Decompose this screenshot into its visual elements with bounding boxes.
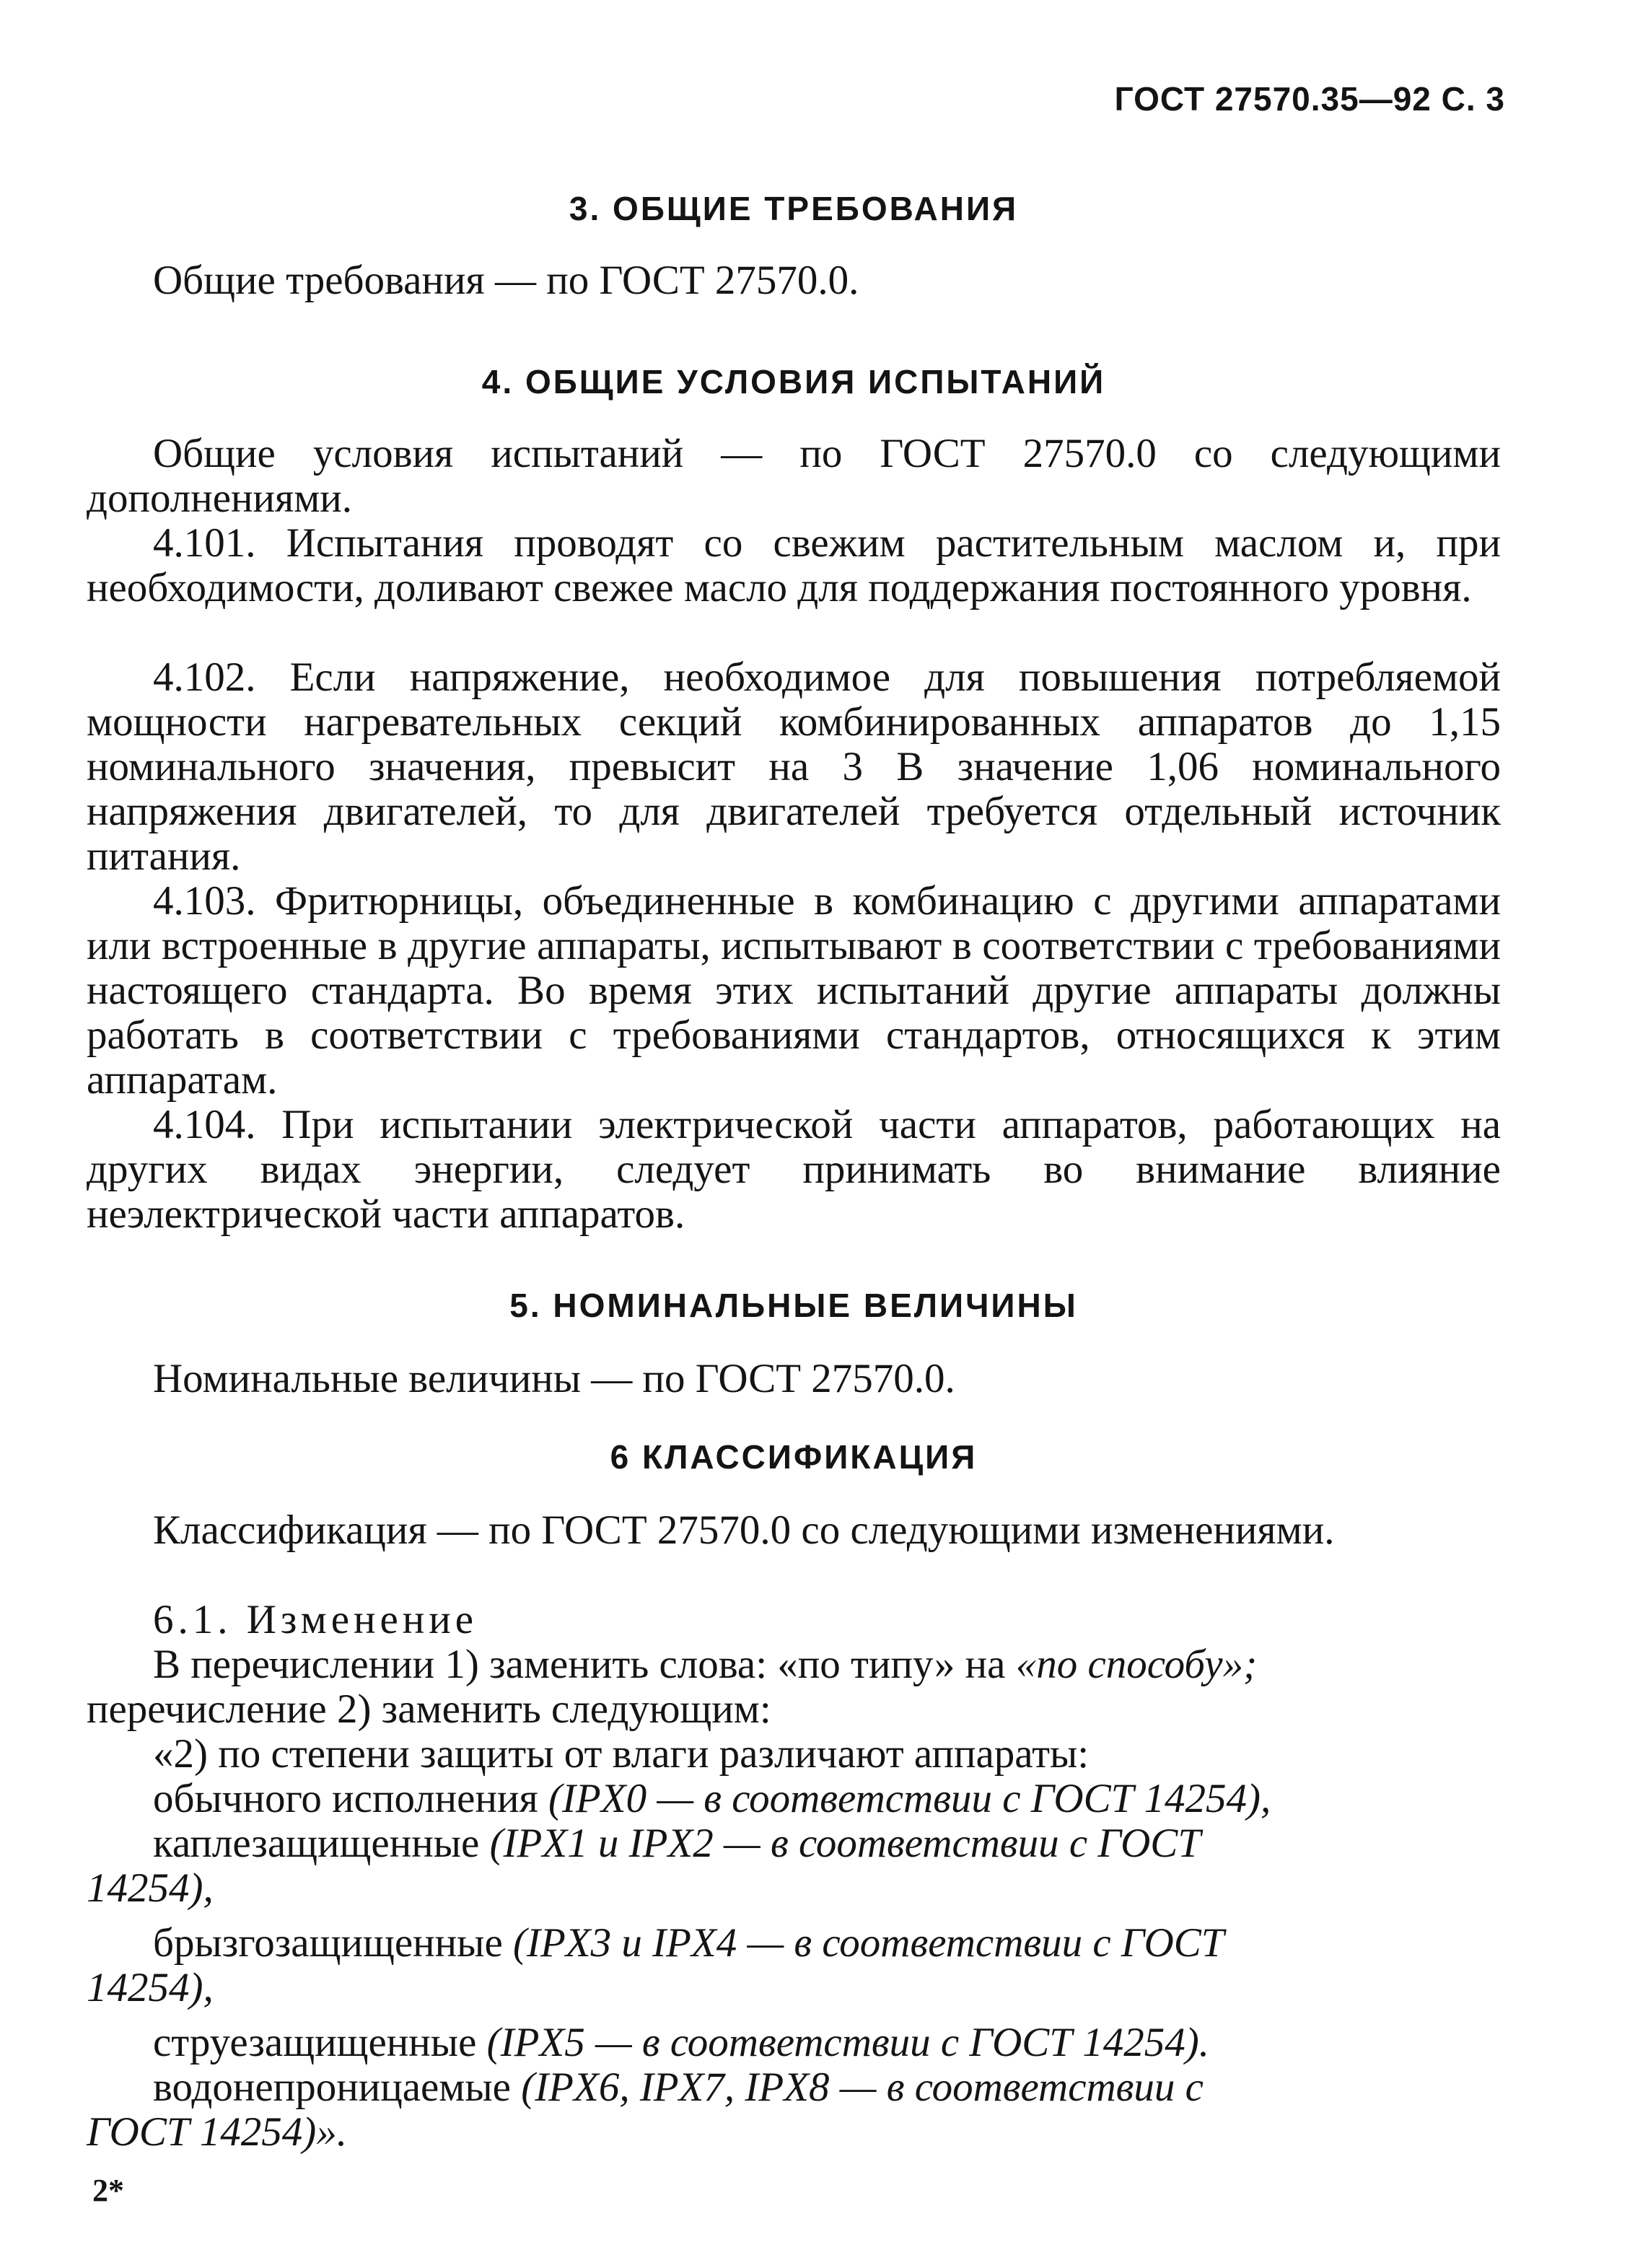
list-item-continuation: 14254), (87, 1965, 214, 2010)
clause-4-102: 4.102. Если напряжение, необходимое для повышения потребляемой мощности нагревательных секций комбинированных аппаратов до 1,15 номинального значения, превысит на 3 В значение 1,06 номинального напряжения двигателей, то для двигателей требуется отдельный источник питания. (87, 654, 1501, 879)
quote-intro: «2) по степени защиты от влаги различают аппараты: (153, 1731, 1090, 1777)
clause-4-104: 4.104. При испытании электрической части аппаратов, работающих на других видах энергии, следует принимать во внимание влияние неэлектрической части аппаратов. (87, 1102, 1501, 1237)
list-item (87, 1777, 1501, 1821)
change-a-italic: «по способу»; (1015, 1642, 1258, 1687)
item-detail: (IPX1 и IPX2 — в соответствии с ГОСТ (489, 1821, 1201, 1866)
item-label: брызгозащищенные (153, 1920, 514, 1966)
change-line-a (87, 1642, 1501, 1687)
clause-4-101: 4.101. Испытания проводят со свежим растительным маслом и, при необходимости, доливают свежее масло для поддержания постоянного уровня. (87, 520, 1501, 610)
section-3-heading: 3. ОБЩИЕ ТРЕБОВАНИЯ (569, 190, 1019, 227)
change-line-b: перечисление 2) заменить следующим: (87, 1686, 771, 1732)
item-detail: (IPX0 — в соответствии с ГОСТ 14254), (548, 1776, 1271, 1821)
list-item (87, 2020, 1501, 2065)
section-4-heading: 4. ОБЩИЕ УСЛОВИЯ ИСПЫТАНИЙ (481, 363, 1106, 400)
item-label: каплезащищенные (153, 1821, 490, 1866)
list-item (87, 1921, 1501, 1966)
section-5-heading: 5. НОМИНАЛЬНЫЕ ВЕЛИЧИНЫ (509, 1287, 1078, 1324)
section-3-text: Общие требования — по ГОСТ 27570.0. (153, 258, 859, 303)
item-label: водонепроницаемые (153, 2065, 522, 2110)
change-a-text: В перечислении 1) заменить слова: «по типу» на (153, 1642, 1016, 1687)
item-label: обычного исполнения (153, 1776, 548, 1821)
list-item (87, 1821, 1501, 1866)
list-item-continuation: ГОСТ 14254)». (87, 2109, 348, 2155)
item-detail: (IPX6, IPX7, IPX8 — в соответствии с (521, 2065, 1204, 2110)
section-5-text: Номинальные величины — по ГОСТ 27570.0. (153, 1356, 955, 1401)
signature-mark: 2* (92, 2173, 124, 2208)
running-title: ГОСТ 27570.35—92 С. 3 (1114, 80, 1505, 118)
change-subheading: 6.1. Изменение (153, 1597, 478, 1642)
item-label: струезащищенные (153, 2020, 487, 2065)
clause-4-103: 4.103. Фритюрницы, объединенные в комбинацию с другими аппаратами или встроенные в другие аппараты, испытывают в соответствии с требованиями настоящего стандарта. Во время этих испытаний другие аппараты должны работать в соответствии с требованиями стандартов, относящихся к этим аппаратам. (87, 878, 1501, 1103)
item-detail: (IPX5 — в соответствии с ГОСТ 14254). (486, 2020, 1209, 2065)
list-item-continuation: 14254), (87, 1865, 214, 1911)
section-4-intro: Общие условия испытаний — по ГОСТ 27570.0 со следующими дополнениями. (87, 431, 1501, 521)
section-6-intro: Классификация — по ГОСТ 27570.0 со следующими изменениями. (153, 1507, 1335, 1553)
list-item (87, 2065, 1501, 2110)
section-6-heading: 6 КЛАССИФИКАЦИЯ (610, 1438, 978, 1476)
item-detail: (IPX3 и IPX4 — в соответствии с ГОСТ (513, 1920, 1224, 1966)
